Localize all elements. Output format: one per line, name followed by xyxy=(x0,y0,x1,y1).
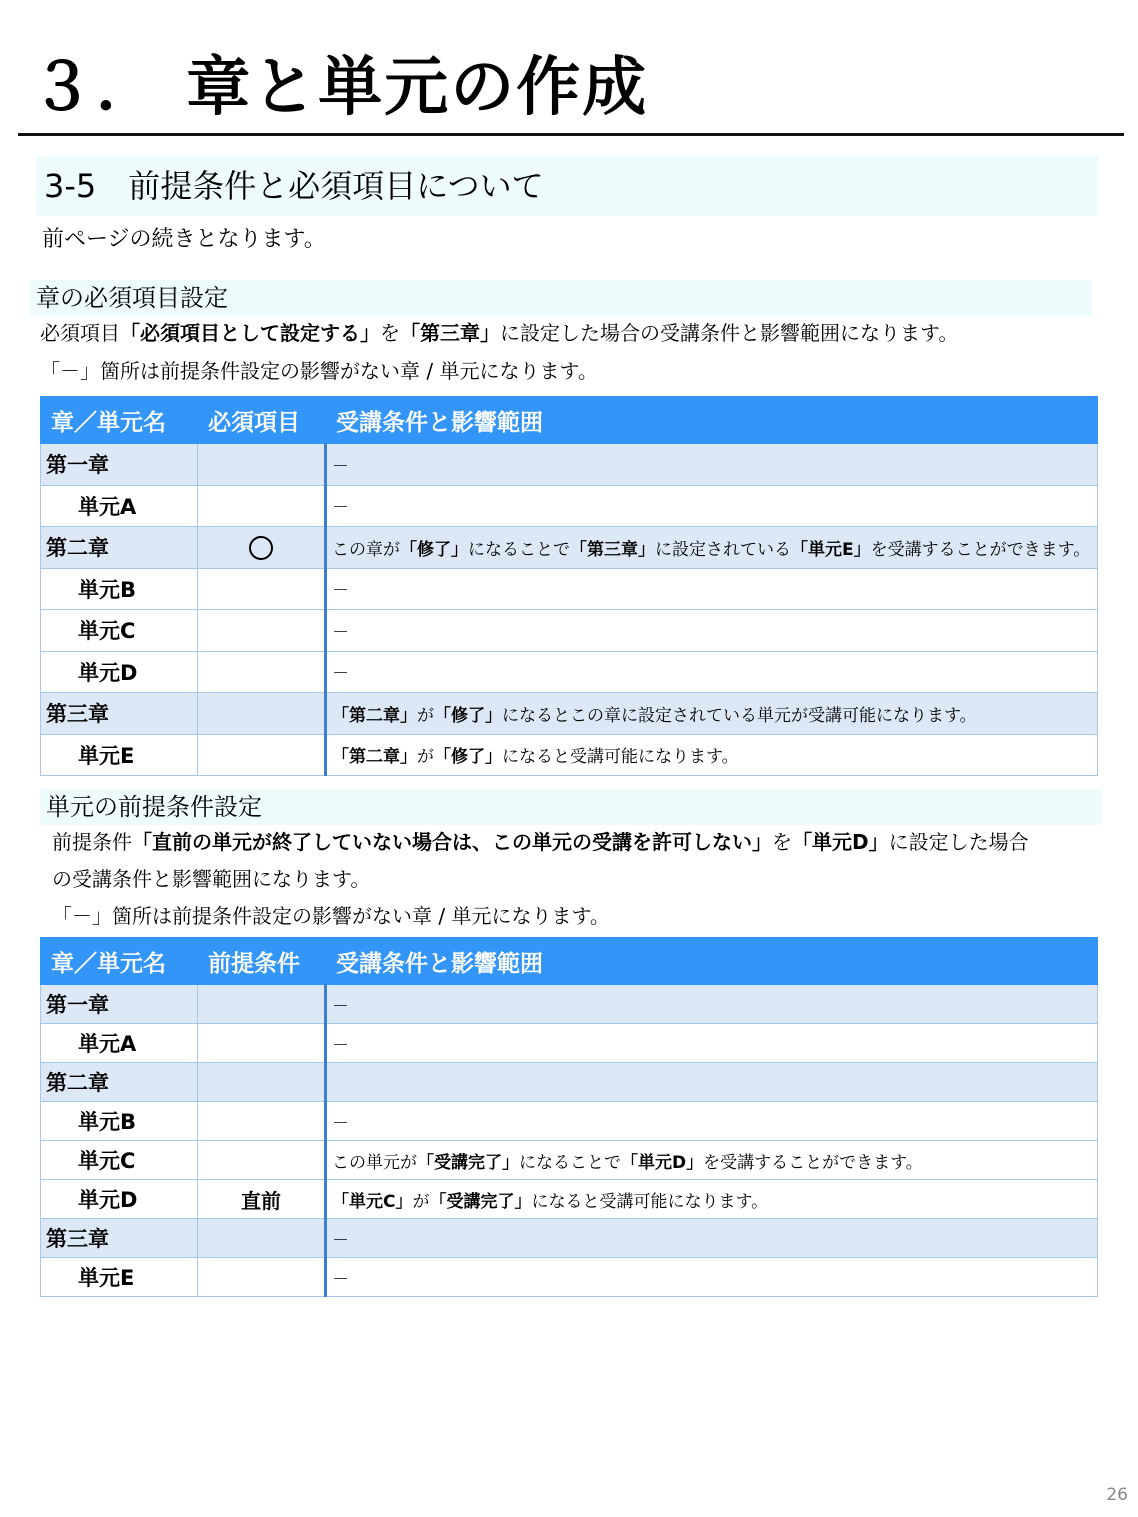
prereq-heading: 単元の前提条件設定 xyxy=(46,793,262,821)
row-name: 単元C xyxy=(41,610,198,652)
chapter-row xyxy=(41,1063,1098,1102)
row-setting xyxy=(198,485,326,527)
row-name: 第二章 xyxy=(41,527,198,569)
chapter-row xyxy=(41,444,1098,486)
row-setting xyxy=(198,1063,326,1102)
row-effect: － xyxy=(326,485,1098,527)
row-name: 単元E xyxy=(41,1258,198,1297)
row-setting xyxy=(198,1102,326,1141)
row-setting xyxy=(198,1024,326,1063)
prereq-description-line1: 前提条件「直前の単元が終了していない場合は、この単元の受講を許可しない」を「単元D」に設定した場合 xyxy=(52,830,1029,854)
row-name: 単元D xyxy=(41,651,198,693)
table-header-row xyxy=(41,397,1098,444)
title-divider xyxy=(18,133,1124,136)
row-setting xyxy=(198,1141,326,1180)
row-name: 第一章 xyxy=(41,444,198,486)
column-header-name: 章／単元名 xyxy=(41,938,198,985)
row-effect: － xyxy=(326,1024,1098,1063)
row-name: 単元D xyxy=(41,1180,198,1219)
column-header-name: 章／単元名 xyxy=(41,397,198,444)
section-heading: 3-5 前提条件と必須項目について xyxy=(44,167,544,205)
prereq-description-line2: の受講条件と影響範囲になります。 xyxy=(52,867,371,891)
required-heading: 章の必須項目設定 xyxy=(36,284,228,312)
row-effect: － xyxy=(326,985,1098,1024)
row-name: 第三章 xyxy=(41,1219,198,1258)
chapter-row xyxy=(41,1219,1098,1258)
circle-mark-icon xyxy=(249,536,273,560)
row-effect: － xyxy=(326,1258,1098,1297)
row-effect: 「第二章」が「修了」になると受講可能になります。 xyxy=(326,734,1098,776)
row-name: 第三章 xyxy=(41,693,198,735)
row-setting xyxy=(198,693,326,735)
row-effect: － xyxy=(326,1219,1098,1258)
row-setting xyxy=(198,527,326,569)
unit-row xyxy=(41,1024,1098,1063)
required-description-line1: 必須項目「必須項目として設定する」を「第三章」に設定した場合の受講条件と影響範囲になります。 xyxy=(40,321,959,345)
unit-row xyxy=(41,1180,1098,1219)
row-name: 単元B xyxy=(41,1102,198,1141)
unit-row xyxy=(41,1258,1098,1297)
column-header-prereq: 前提条件 xyxy=(198,938,326,985)
table-header-row xyxy=(41,938,1098,985)
row-effect: － xyxy=(326,1102,1098,1141)
row-name: 単元C xyxy=(41,1141,198,1180)
row-effect: 「単元C」が「受講完了」になると受講可能になります。 xyxy=(326,1180,1098,1219)
required-description-line2: 「－」箇所は前提条件設定の影響がない章 / 単元になります。 xyxy=(40,359,598,383)
row-effect: － xyxy=(326,568,1098,610)
unit-row xyxy=(41,568,1098,610)
row-effect: － xyxy=(326,651,1098,693)
row-effect: この単元が「受講完了」になることで「単元D」を受講することができます。 xyxy=(326,1141,1098,1180)
chapter-row xyxy=(41,985,1098,1024)
intro-text: 前ページの続きとなります。 xyxy=(42,227,326,252)
row-setting xyxy=(198,444,326,486)
unit-row xyxy=(41,485,1098,527)
row-setting xyxy=(198,734,326,776)
row-setting xyxy=(198,1219,326,1258)
unit-row xyxy=(41,1141,1098,1180)
row-setting xyxy=(198,1258,326,1297)
row-name: 単元E xyxy=(41,734,198,776)
row-name: 単元A xyxy=(41,1024,198,1063)
row-effect: － xyxy=(326,610,1098,652)
unit-row xyxy=(41,734,1098,776)
row-name: 第二章 xyxy=(41,1063,198,1102)
row-setting xyxy=(198,568,326,610)
column-header-effect: 受講条件と影響範囲 xyxy=(326,938,1098,985)
chapter-row xyxy=(41,693,1098,735)
unit-row xyxy=(41,610,1098,652)
row-effect xyxy=(326,1063,1098,1102)
column-header-required: 必須項目 xyxy=(198,397,326,444)
row-name: 単元B xyxy=(41,568,198,610)
row-setting xyxy=(198,985,326,1024)
column-header-effect: 受講条件と影響範囲 xyxy=(326,397,1098,444)
prereq-table xyxy=(40,937,1098,1297)
row-setting xyxy=(198,651,326,693)
row-effect: － xyxy=(326,444,1098,486)
row-setting: 直前 xyxy=(198,1180,326,1219)
required-table xyxy=(40,396,1098,776)
row-name: 単元A xyxy=(41,485,198,527)
chapter-row xyxy=(41,527,1098,569)
unit-row xyxy=(41,651,1098,693)
prereq-description-line3: 「－」箇所は前提条件設定の影響がない章 / 単元になります。 xyxy=(52,904,610,928)
unit-row xyxy=(41,1102,1098,1141)
row-effect: この章が「修了」になることで「第三章」に設定されている「単元E」を受講することができます。 xyxy=(326,527,1098,569)
page-title: ３． 章と単元の作成 xyxy=(30,51,649,125)
row-name: 第一章 xyxy=(41,985,198,1024)
row-effect: 「第二章」が「修了」になるとこの章に設定されている単元が受講可能になります。 xyxy=(326,693,1098,735)
row-setting xyxy=(198,610,326,652)
page-number: 26 xyxy=(1106,1485,1128,1505)
